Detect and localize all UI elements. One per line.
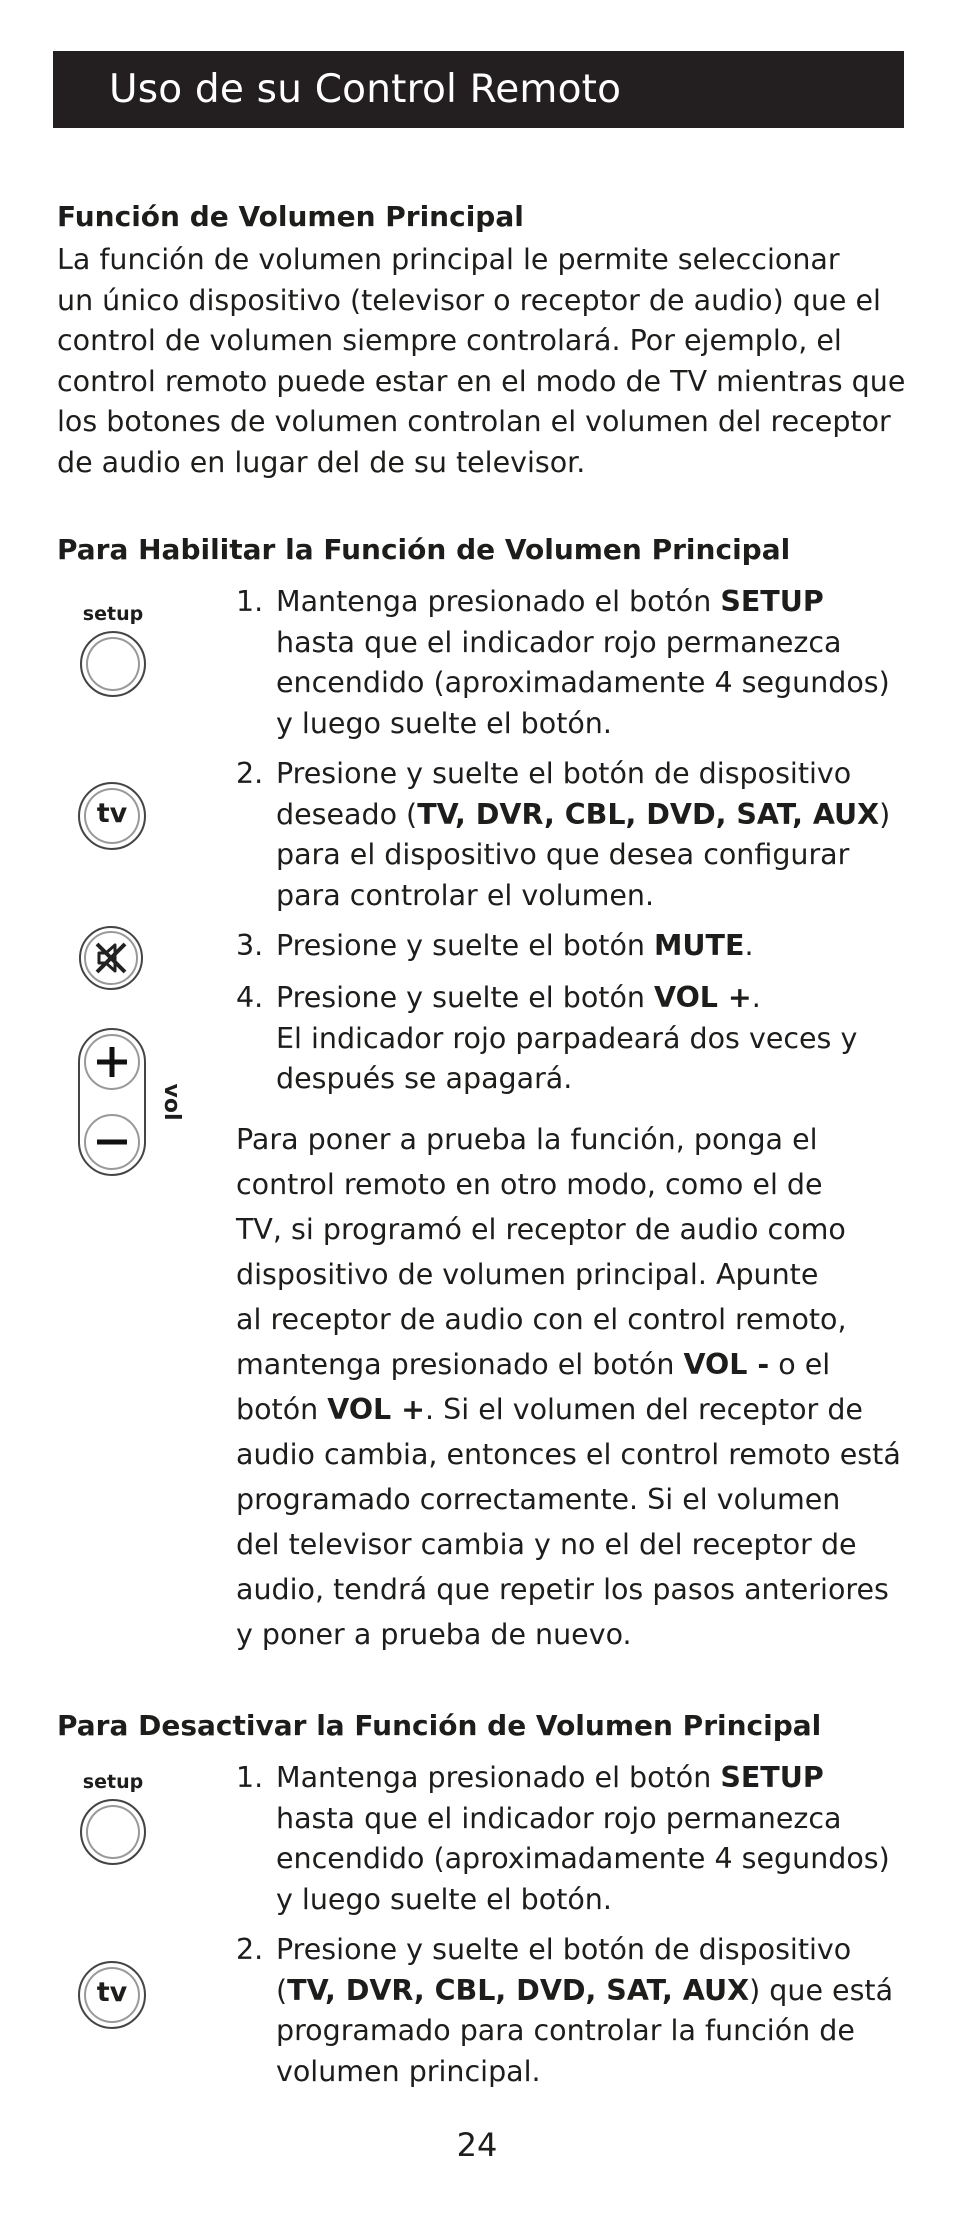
step-text: deseado ( [276,797,418,831]
intro-line: de audio en lugar del de su televisor. [57,445,586,479]
paragraph-text: mantenga presionado el botón [236,1348,684,1381]
paragraph-line: al receptor de audio con el control remoto, [236,1303,847,1336]
paragraph-line: control remoto en otro modo, como el de [236,1168,823,1201]
step-text: ( [276,1973,288,2007]
test-instructions-paragraph [236,1117,926,1657]
tv-circle-icon [78,1961,146,2029]
step-text: encendido (aproximadamente 4 segundos) [276,1842,890,1875]
setup-button-icon [63,1771,163,1871]
tv-icon-label: tv [96,798,128,829]
setup-circle-icon [80,1799,146,1865]
step-text: Presione y suelte el botón de dispositivo [276,757,852,790]
setup-circle-icon [80,631,146,697]
device-keys-list: TV, DVR, CBL, DVD, SAT, AUX [287,1973,750,2007]
paragraph-line: programado correctamente. Si el volumen [236,1483,841,1516]
paragraph-line: dispositivo de volumen principal. Apunte [236,1258,819,1291]
setup-button-icon [63,603,163,703]
step-text: . [751,981,761,1014]
step-text: Mantenga presionado el botón [276,1761,721,1794]
disable-step-1 [236,1758,916,1920]
setup-icon-label: setup [82,603,144,625]
step-text: Presione y suelte el botón [276,981,655,1014]
page-number: 24 [456,2126,498,2164]
paragraph-text: . Si el volumen del receptor de [425,1393,863,1426]
enable-step-1 [236,582,916,744]
disable-step-2 [236,1930,916,2092]
tv-icon-label: tv [96,1977,128,2008]
intro-line: un único dispositivo (televisor o receptor de audio) que el [57,283,881,317]
enable-step-3 [236,926,916,967]
volume-rocker-icon [77,1027,187,1177]
intro-section-title: Función de Volumen Principal [57,200,524,233]
step-text: para controlar el volumen. [276,878,655,912]
step-text: . [744,929,754,962]
mute-key-name: MUTE [654,929,745,962]
enable-step-2 [236,754,916,916]
enable-step-4 [236,978,916,1100]
step-text: Mantenga presionado el botón [276,585,721,618]
enable-section-title: Para Habilitar la Función de Volumen Principal [57,533,791,566]
paragraph-line: del televisor cambia y no el del receptor de [236,1528,857,1561]
page-header-title: Uso de su Control Remoto [109,67,622,112]
vol-down-key-name: VOL - [683,1348,770,1381]
tv-circle-icon [78,782,146,850]
setup-key-name: SETUP [720,585,824,618]
intro-line: control remoto puede estar en el modo de TV mientras que [57,364,906,398]
paragraph-text: botón [236,1393,328,1426]
volume-icon-label: vol [159,1083,184,1121]
intro-paragraph [57,240,917,483]
paragraph-line: audio, tendrá que repetir los pasos anteriores [236,1573,889,1606]
paragraph-text: o el [769,1348,831,1381]
step-text: y luego suelte el botón. [276,1882,612,1916]
step-text: programado para controlar la función de [276,2014,855,2047]
page-header-bar [53,51,904,128]
paragraph-line: y poner a prueba de nuevo. [236,1618,632,1651]
vol-up-key-name: VOL + [327,1393,426,1426]
step-text: ) [879,797,891,831]
step-number: 1. [236,585,264,618]
step-number: 3. [236,929,264,962]
step-text: para el dispositivo que desea configurar [276,838,850,871]
step-text: volumen principal. [276,2054,541,2088]
device-keys-list: TV, DVR, CBL, DVD, SAT, AUX [417,797,880,831]
step-text: encendido (aproximadamente 4 segundos) [276,666,890,699]
setup-key-name: SETUP [720,1761,824,1794]
step-text: Presione y suelte el botón de dispositivo [276,1933,852,1966]
intro-line: los botones de volumen controlan el volumen del receptor [57,405,891,438]
step-text: hasta que el indicador rojo permanezca [276,625,842,659]
paragraph-line: audio cambia, entonces el control remoto está [236,1438,901,1471]
mute-button-icon [78,925,146,993]
disable-section-title: Para Desactivar la Función de Volumen Principal [57,1709,822,1742]
step-text: hasta que el indicador rojo permanezca [276,1801,842,1835]
paragraph-line: TV, si programó el receptor de audio como [236,1213,846,1246]
paragraph-line: Para poner a prueba la función, ponga el [236,1123,818,1156]
tv-button-icon [78,782,146,850]
step-text: El indicador rojo parpadeará dos veces y [276,1021,858,1055]
step-number: 1. [236,1761,264,1794]
step-number: 2. [236,757,264,790]
tv-button-icon [78,1961,146,2029]
step-text: ) que está [749,1973,894,2007]
vol-up-key-name: VOL + [654,981,752,1014]
step-number: 2. [236,1933,264,1966]
intro-line: La función de volumen principal le permite seleccionar [57,243,840,276]
step-number: 4. [236,981,264,1014]
step-text: después se apagará. [276,1062,573,1095]
step-text: y luego suelte el botón. [276,706,612,740]
intro-line: control de volumen siempre controlará. Por ejemplo, el [57,324,842,357]
mute-icon [78,925,146,993]
step-text: Presione y suelte el botón [276,929,655,962]
setup-icon-label: setup [82,1771,144,1793]
